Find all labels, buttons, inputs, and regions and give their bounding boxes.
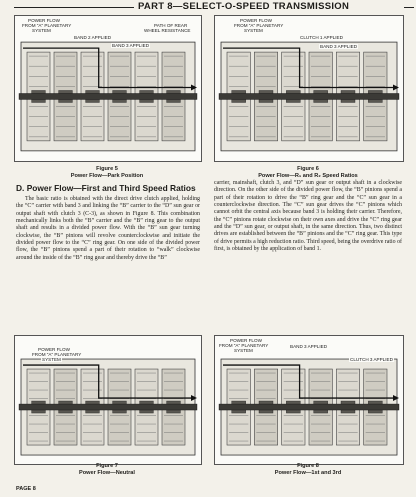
figure-7-diagram (14, 335, 202, 465)
transmission-cutaway-drawing (215, 336, 403, 464)
main-shaft (219, 404, 399, 410)
paragraph: The basic ratio is obtained with the direct drive clutch applied, holding the “C” carrier with band 3 and linking the “B” carrier to the “D” sun gear or output shaft with clutch 3 (C-3), as shown in Figure 8. This combination mechanically links both the “B” carrier and the “B” ring gear to the output shaft and results in a divided power flow. With the “B” sun gear turning clockwise, the “B” pinions will revolve counterclockwise and initiate the divided power flow to the “C” ring gear. On one side of the divided power flow, the “B” pinions spend a part of their rotation to “walk” clockwise around the inside of the “B” ring gear and thereby drive the “B” (16, 196, 200, 261)
figure-label: BAND 2 APPLIED (74, 35, 112, 40)
figure-label: SYSTEM (234, 348, 253, 353)
paragraph: carrier, mainshaft, clutch 3, and “D” sun gear or output shaft in a clockwise direction. On the other side of the divided power flow, the “B” pinions spend a part of their rotation to drive the “B” ring gear and the “C” sun gear in a counterclockwise direction. The “C” sun gear drives the “C” pinions which cannot orbit the central axis because band 3 is holding their carrier. Therefore, the “C” pinions rotate clockwise on their own axes and drive the “C” ring gear and the “D” sun gear, or output shaft, in the same direction. Thus, two distinct drives are established between the “B” pinions and the “C” ring gear. This type of drive permits a high reduction ratio. Third speed, being the overdrive ratio of first, is obtained by the application of band 1. (214, 180, 402, 253)
main-shaft (19, 93, 197, 99)
figure-label: POWER FLOW (230, 338, 262, 343)
figure-6-caption (214, 166, 402, 180)
header-rule (14, 7, 134, 8)
figure-label: CLUTCH 1 APPLIED (300, 35, 343, 40)
page-header (14, 2, 408, 12)
figure-label: PATH OF REAR (154, 23, 188, 28)
figure-7-caption (14, 463, 200, 477)
figure-label: CLUTCH 3 APPLIED (350, 357, 393, 362)
figure-label: BAND 3 APPLIED (112, 43, 150, 48)
left-column-text (16, 196, 200, 328)
figure-number: Figure 5 (96, 166, 118, 172)
figure-label: FROM "A" PLANETARY (22, 23, 72, 28)
main-shaft (219, 93, 399, 99)
figure-5-diagram (14, 15, 202, 162)
figure-label: WHEEL RESISTANCE (144, 28, 191, 33)
page-number: PAGE 8 (16, 486, 36, 492)
figure-label: POWER FLOW (38, 347, 70, 352)
figure-number: Figure 6 (297, 166, 319, 172)
figure-label: BAND 3 APPLIED (290, 344, 328, 349)
figure-6-diagram (214, 15, 404, 162)
header-rule (404, 7, 414, 8)
figure-title: Power Flow—R₁ and R₂ Speed Ratios (258, 173, 358, 179)
figure-label: FROM "A" PLANETARY (32, 352, 82, 357)
figure-title: Power Flow—Park Position (70, 173, 144, 179)
figure-title: Power Flow—1st and 3rd (274, 470, 342, 476)
figure-8-caption (214, 463, 402, 477)
section-title: D. Power Flow—First and Third Speed Ratios (16, 183, 196, 193)
figure-title: Power Flow—Neutral (79, 470, 135, 476)
figure-label: SYSTEM (32, 28, 51, 33)
figure-label: FROM "A" PLANETARY (234, 23, 284, 28)
figure-8-diagram (214, 335, 404, 465)
figure-number: Figure 7 (96, 463, 118, 469)
figure-label: SYSTEM (42, 357, 61, 362)
header-title: PART 8—SELECT-O-SPEED TRANSMISSION (138, 1, 350, 12)
figure-label: POWER FLOW (28, 18, 60, 23)
right-column-text (214, 180, 402, 310)
figure-label: SYSTEM (244, 28, 263, 33)
figure-label: POWER FLOW (240, 18, 272, 23)
main-shaft (19, 404, 197, 410)
figure-label: BAND 3 APPLIED (320, 44, 358, 49)
figure-5-caption (14, 166, 200, 180)
figure-number: Figure 8 (297, 463, 319, 469)
figure-label: FROM "A" PLANETARY (219, 343, 269, 348)
